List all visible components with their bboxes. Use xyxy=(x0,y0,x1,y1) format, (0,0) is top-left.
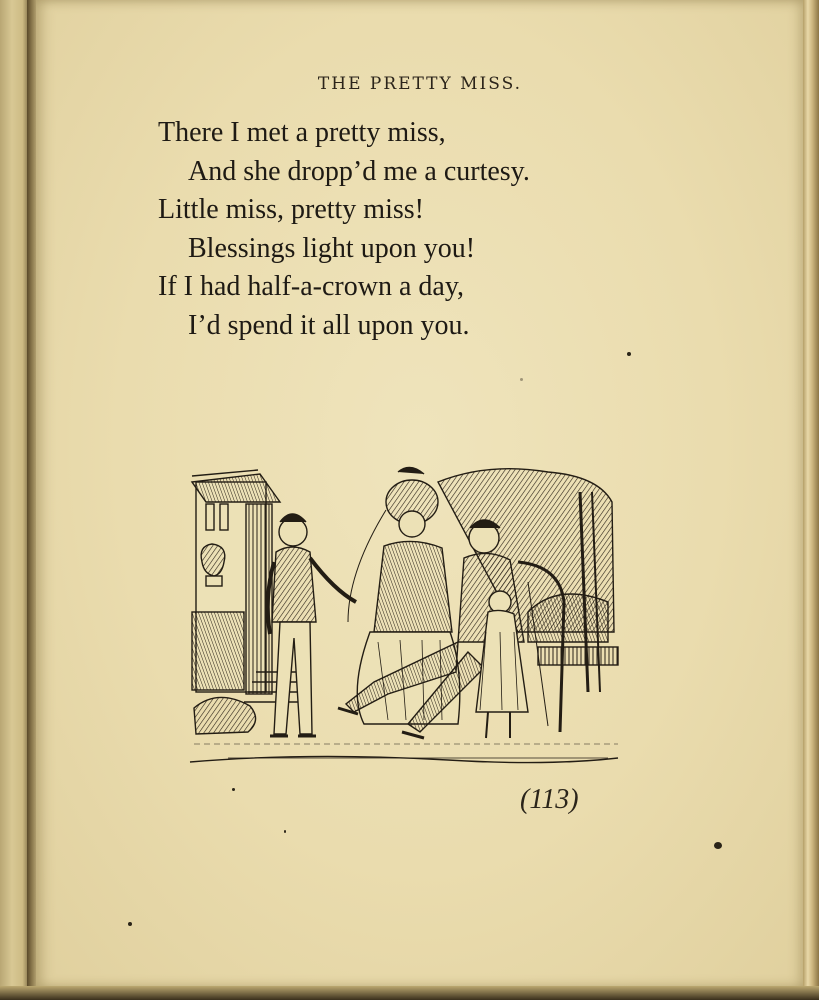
verse-line: Blessings light upon you! xyxy=(188,232,476,264)
ink-speck xyxy=(520,378,523,381)
verse-line: I’d spend it all upon you. xyxy=(188,309,470,341)
verse-line: If I had half-a-crown a day, xyxy=(158,271,465,302)
ink-speck xyxy=(714,842,722,849)
verse-line: Little miss, pretty miss! xyxy=(158,194,424,225)
verse-text xyxy=(158,114,638,345)
woodcut-illustration xyxy=(188,462,620,777)
facing-page-edge xyxy=(0,0,30,1000)
bottom-page-edge xyxy=(0,986,819,1000)
verse-line: There I met a pretty miss, xyxy=(158,117,446,148)
running-head: THE PRETTY MISS. xyxy=(317,74,523,94)
ink-speck xyxy=(128,922,132,926)
page-edges xyxy=(803,0,819,1000)
verse-line: And she dropp’d me a curtesy. xyxy=(188,155,530,187)
ink-speck xyxy=(284,830,286,833)
ink-speck xyxy=(232,788,235,791)
page-number: (113) xyxy=(520,784,579,815)
ink-speck xyxy=(627,352,631,356)
